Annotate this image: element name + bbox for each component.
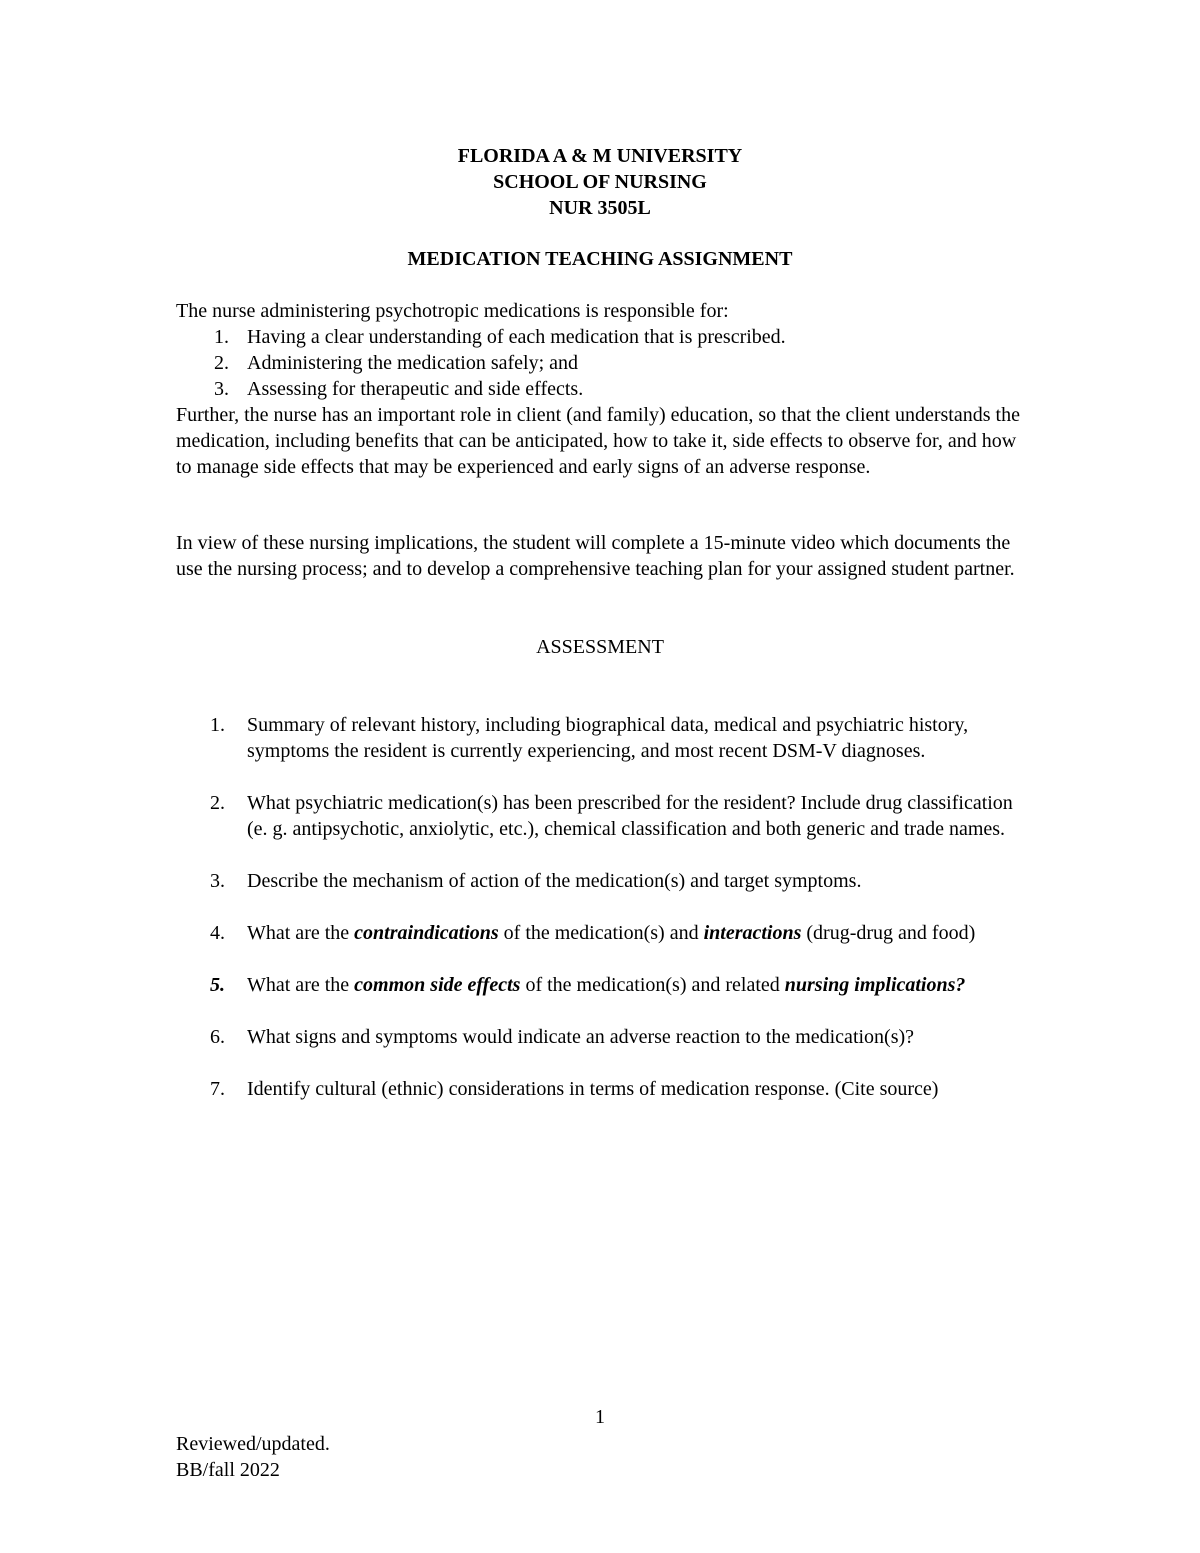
list-item	[176, 350, 1026, 376]
question-text-part: What are the	[247, 922, 355, 944]
assessment-questions	[210, 712, 1030, 1128]
question-item	[210, 790, 1030, 842]
responsibility-list	[176, 324, 1026, 402]
question-text	[247, 974, 965, 996]
document-title: MEDICATION TEACHING ASSIGNMENT	[407, 248, 793, 270]
question-text-part: of the medication(s) and	[498, 922, 704, 944]
intro-lead: The nurse administering psychotropic medications is responsible for:	[176, 300, 729, 322]
intro-section	[176, 298, 1026, 480]
assignment-paragraph: In view of these nursing implications, the student will complete a 15-minute video which documents the use the nursing process; and to develop a comprehensive teaching plan for your assigned student partner.	[176, 532, 1015, 580]
question-item	[210, 1024, 1030, 1050]
question-number: 5.	[210, 974, 225, 996]
list-item-number: 1.	[214, 326, 229, 348]
question-text: Describe the mechanism of action of the medication(s) and target symptoms.	[247, 870, 862, 892]
question-text: Summary of relevant history, including biographical data, medical and psychiatric history, symptoms the resident is currently experiencing, and most recent DSM-V diagnoses.	[247, 714, 969, 762]
emphasis-contraindications: contraindications	[354, 922, 499, 944]
question-item	[210, 972, 1030, 998]
question-number: 2.	[210, 792, 225, 814]
list-item	[176, 376, 1026, 402]
question-item	[210, 868, 1030, 894]
emphasis-interactions: interactions	[703, 922, 802, 944]
intro-paragraph: Further, the nurse has an important role in client (and family) education, so that the client understands the medication, including benefits that can be anticipated, how to take it, side effects to observe for, and how to manage side effects that may be experienced and early signs of an adverse response.	[176, 404, 1020, 478]
question-item	[210, 712, 1030, 764]
question-number: 6.	[210, 1026, 225, 1048]
question-number: 7.	[210, 1078, 225, 1100]
question-text: What signs and symptoms would indicate an adverse reaction to the medication(s)?	[247, 1026, 915, 1048]
question-text: Identify cultural (ethnic) considerations in terms of medication response. (Cite source)	[247, 1078, 939, 1100]
document-footer	[176, 1431, 330, 1483]
list-item-text: Having a clear understanding of each medication that is prescribed.	[247, 326, 786, 348]
footer-term: BB/fall 2022	[176, 1459, 280, 1481]
header-university: FLORIDA A & M UNIVERSITY	[457, 145, 743, 167]
question-item	[210, 1076, 1030, 1102]
question-item	[210, 920, 1030, 946]
question-number: 4.	[210, 922, 225, 944]
question-text-part: of the medication(s) and related	[520, 974, 785, 996]
page-number: 1	[595, 1406, 605, 1428]
question-text: What psychiatric medication(s) has been prescribed for the resident? Include drug classification (e. g. antipsychotic, anxiolytic, etc.), chemical classification and both generic and trade names.	[247, 792, 1013, 840]
emphasis-common-side-effects: common side effects	[354, 974, 521, 996]
list-item-number: 3.	[214, 378, 229, 400]
footer-reviewed: Reviewed/updated.	[176, 1433, 330, 1455]
question-number: 1.	[210, 714, 225, 736]
question-number: 3.	[210, 870, 225, 892]
question-text-part: (drug-drug and food)	[801, 922, 976, 944]
question-text	[247, 922, 975, 944]
document-header	[0, 143, 1200, 221]
list-item-text: Assessing for therapeutic and side effects.	[247, 378, 584, 400]
list-item	[176, 324, 1026, 350]
header-course: NUR 3505L	[549, 197, 651, 219]
section-title-assessment: ASSESSMENT	[536, 636, 664, 658]
list-item-text: Administering the medication safely; and	[247, 352, 579, 374]
list-item-number: 2.	[214, 352, 229, 374]
emphasis-nursing-implications: nursing implications?	[784, 974, 966, 996]
question-text-part: What are the	[247, 974, 355, 996]
header-school: SCHOOL OF NURSING	[493, 171, 707, 193]
